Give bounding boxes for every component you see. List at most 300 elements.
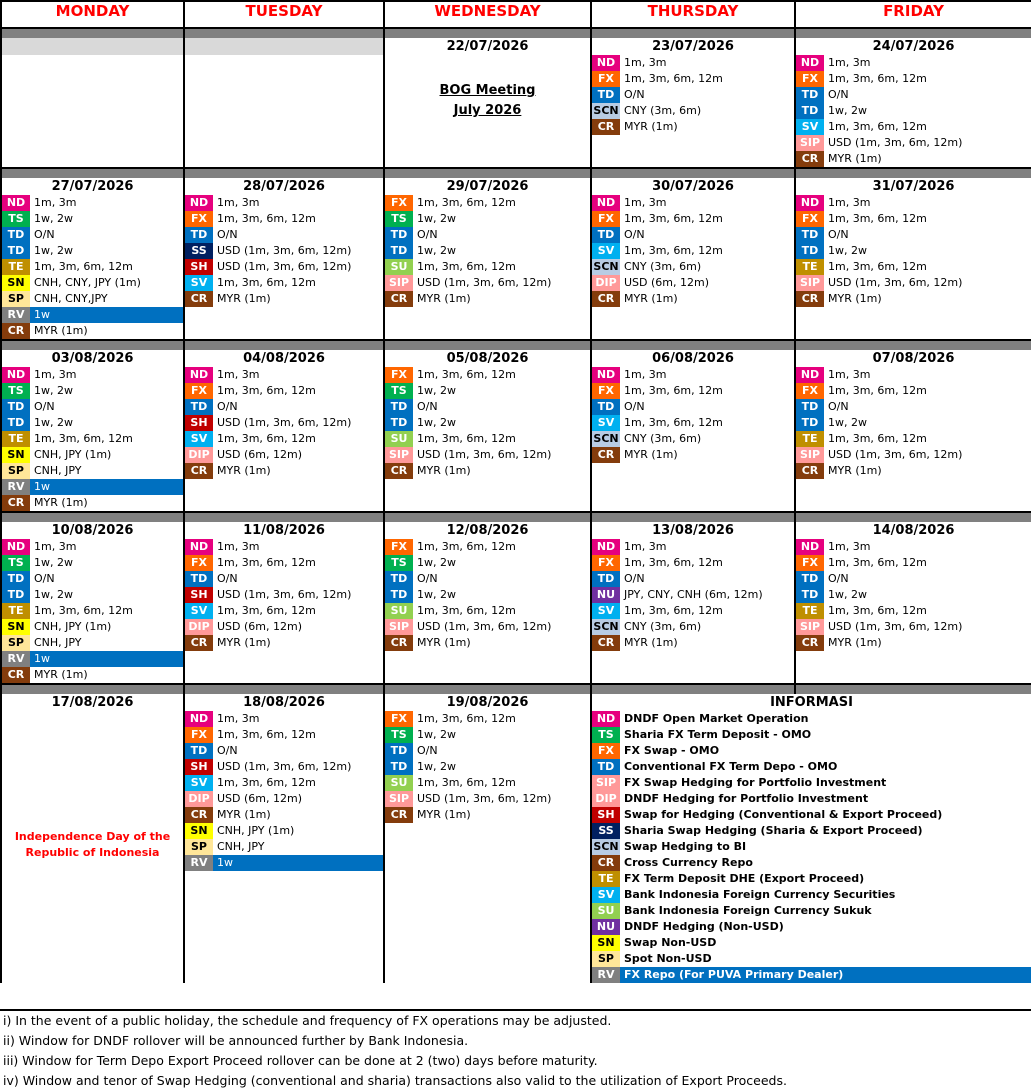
operation-code-badge: ND [592, 367, 620, 383]
operation-code-badge: ND [592, 195, 620, 211]
operation-row [592, 823, 1031, 839]
operation-detail: 1m, 3m, 6m, 12m [417, 432, 516, 445]
operation-row [385, 791, 590, 807]
operation-detail: 1m, 3m [624, 540, 667, 553]
day-date: 24/07/2026 [872, 39, 955, 54]
operation-row [185, 807, 383, 823]
operation-detail: 1w, 2w [34, 416, 73, 429]
day-date: 07/08/2026 [872, 351, 955, 366]
operation-code-badge: NU [592, 587, 620, 603]
operation-detail: MYR (1m) [34, 324, 88, 337]
operation-row [2, 539, 183, 555]
operation-code-badge: TD [2, 415, 30, 431]
operation-detail: MYR (1m) [217, 808, 271, 821]
operation-row [592, 807, 1031, 823]
operation-row [592, 431, 794, 447]
operation-code-badge: DIP [185, 619, 213, 635]
operation-detail: MYR (1m) [624, 120, 678, 133]
operation-row [385, 275, 590, 291]
operation-detail: USD (6m, 12m) [217, 448, 303, 461]
operation-detail: Sharia Swap Hedging (Sharia & Export Proceed) [624, 824, 923, 837]
operation-code-badge: DIP [592, 791, 620, 807]
operation-code-badge: TE [796, 259, 824, 275]
operation-detail: 1w, 2w [417, 384, 456, 397]
operation-row [2, 243, 183, 259]
operation-row [2, 495, 183, 511]
operation-row [592, 243, 794, 259]
operation-detail: 1w, 2w [828, 416, 867, 429]
operation-row [185, 211, 383, 227]
separator-cell [184, 512, 384, 522]
separator-cell [795, 340, 1031, 350]
operation-code-badge: FX [592, 71, 620, 87]
operation-code-badge: CR [796, 291, 824, 307]
operation-code-badge: TD [2, 587, 30, 603]
operation-detail: O/N [217, 744, 238, 757]
operation-code-badge: FX [185, 555, 213, 571]
day-cell [384, 522, 591, 684]
operation-row [592, 195, 794, 211]
operation-row [796, 415, 1031, 431]
day-cell [1, 178, 184, 340]
holiday-label: Republic of Indonesia [25, 846, 160, 859]
operation-code-badge: TS [592, 727, 620, 743]
operation-detail: MYR (1m) [217, 292, 271, 305]
operation-row [796, 135, 1031, 151]
operation-row [2, 479, 183, 495]
operation-detail: 1m, 3m, 6m, 12m [417, 368, 516, 381]
operation-row [2, 463, 183, 479]
operation-detail: Cross Currency Repo [624, 856, 753, 869]
operation-row [185, 711, 383, 727]
operation-row [2, 431, 183, 447]
separator-cell [384, 168, 591, 178]
operation-row [592, 791, 1031, 807]
separator-cell [591, 340, 795, 350]
operation-row [2, 619, 183, 635]
operation-detail: MYR (1m) [828, 152, 882, 165]
operation-detail: 1m, 3m [624, 196, 667, 209]
operation-row [185, 791, 383, 807]
operation-code-badge: ND [2, 367, 30, 383]
operation-row [185, 463, 383, 479]
operation-code-badge: CR [2, 323, 30, 339]
day-date: 14/08/2026 [872, 523, 955, 538]
operation-code-badge: SV [592, 603, 620, 619]
separator-cell [384, 684, 591, 694]
operation-detail: 1m, 3m, 6m, 12m [217, 276, 316, 289]
operation-detail: O/N [217, 572, 238, 585]
day-cell [184, 178, 384, 340]
operation-detail: O/N [217, 400, 238, 413]
operation-detail: USD (1m, 3m, 6m, 12m) [828, 620, 963, 633]
operation-code-badge: SP [592, 951, 620, 967]
operation-row [385, 243, 590, 259]
day-cell [1, 350, 184, 512]
operation-row [385, 603, 590, 619]
separator-cell [591, 28, 795, 38]
operation-row [796, 71, 1031, 87]
separator-cell [591, 168, 795, 178]
operation-detail: CNH, JPY [34, 464, 82, 477]
operation-row [185, 195, 383, 211]
operation-code-badge: CR [385, 291, 413, 307]
operation-code-badge: CR [2, 495, 30, 511]
operation-row [2, 259, 183, 275]
operation-row [385, 571, 590, 587]
operation-code-badge: TD [592, 399, 620, 415]
operation-row [796, 87, 1031, 103]
operation-row [2, 447, 183, 463]
operation-detail: O/N [417, 228, 438, 241]
operation-row [592, 275, 794, 291]
operation-detail: CNH, CNY,JPY [34, 292, 108, 305]
footnotes [0, 1009, 1031, 1091]
operation-detail: USD (1m, 3m, 6m, 12m) [217, 244, 352, 257]
operation-detail: 1w, 2w [417, 760, 456, 773]
operation-row [796, 399, 1031, 415]
operation-code-badge: SP [2, 463, 30, 479]
operation-row [185, 603, 383, 619]
operation-code-badge: FX [385, 195, 413, 211]
operation-row [796, 243, 1031, 259]
operation-detail: Spot Non-USD [624, 952, 712, 965]
operation-code-badge: TD [2, 571, 30, 587]
operation-detail: 1m, 3m [624, 56, 667, 69]
operation-row [2, 415, 183, 431]
operation-row [796, 55, 1031, 71]
operation-code-badge: TD [796, 587, 824, 603]
operation-row [185, 399, 383, 415]
operation-detail: Swap for Hedging (Conventional & Export Proceed) [624, 808, 943, 821]
operation-detail: 1w, 2w [417, 556, 456, 569]
operation-code-badge: CR [796, 463, 824, 479]
operation-detail: USD (1m, 3m, 6m, 12m) [417, 620, 552, 633]
operation-detail: MYR (1m) [217, 636, 271, 649]
operation-code-badge: DIP [592, 275, 620, 291]
header-friday: FRIDAY [795, 1, 1031, 28]
operation-code-badge: TD [796, 87, 824, 103]
day-cell [591, 350, 795, 512]
operation-row [796, 291, 1031, 307]
operation-detail: 1m, 3m, 6m, 12m [34, 432, 133, 445]
operation-code-badge: SIP [796, 447, 824, 463]
operation-code-badge: SV [185, 431, 213, 447]
day-cell [591, 522, 795, 684]
operation-detail: 1w, 2w [34, 384, 73, 397]
footnote: i) In the event of a public holiday, the schedule and frequency of FX operations may be adjusted. [3, 1013, 612, 1028]
day-cell [1, 694, 184, 983]
operation-code-badge: SV [592, 887, 620, 903]
operation-detail: 1w, 2w [417, 588, 456, 601]
operation-row [796, 603, 1031, 619]
operation-code-badge: SN [2, 619, 30, 635]
operation-code-badge: SIP [796, 619, 824, 635]
operation-row [385, 415, 590, 431]
operation-row [2, 651, 183, 667]
operation-row [796, 431, 1031, 447]
operation-detail: 1m, 3m [828, 196, 871, 209]
operation-row [592, 227, 794, 243]
operation-detail: 1m, 3m [217, 196, 260, 209]
day-cell [795, 522, 1031, 684]
operation-code-badge: ND [796, 539, 824, 555]
operation-row [385, 399, 590, 415]
operation-detail: 1w, 2w [34, 244, 73, 257]
operation-code-badge: CR [592, 855, 620, 871]
operation-detail: O/N [828, 400, 849, 413]
operation-detail: 1w, 2w [417, 728, 456, 741]
operation-detail: 1m, 3m [217, 540, 260, 553]
operation-code-badge: CR [185, 291, 213, 307]
operation-code-badge: SCN [593, 104, 619, 117]
operation-row [385, 555, 590, 571]
operation-code-badge: ND [2, 539, 30, 555]
separator-cell [1, 684, 184, 694]
operation-code-badge: FX [385, 367, 413, 383]
operation-code-badge: TD [385, 759, 413, 775]
operation-row [185, 431, 383, 447]
week-separator [1, 684, 1031, 694]
operation-detail: CNH, JPY (1m) [217, 824, 295, 837]
operation-detail: 1m, 3m, 6m, 12m [828, 120, 927, 133]
day-date [2, 38, 183, 55]
operation-detail: 1m, 3m [828, 540, 871, 553]
operation-code-badge: TD [592, 759, 620, 775]
operation-row [592, 367, 794, 383]
operation-detail: USD (1m, 3m, 6m, 12m) [417, 792, 552, 805]
operation-code-badge: ND [796, 195, 824, 211]
operation-code-badge: CR [796, 635, 824, 651]
footnote: iv) Window and tenor of Swap Hedging (conventional and sharia) transactions also valid to the utilization of Export Proceeds. [3, 1073, 787, 1088]
operation-code-badge: FX [592, 383, 620, 399]
operation-detail: 1w, 2w [34, 588, 73, 601]
day-date: 13/08/2026 [652, 523, 734, 538]
operation-detail: 1m, 3m, 6m, 12m [624, 212, 723, 225]
operation-row [385, 775, 590, 791]
operation-code-badge: CR [796, 151, 824, 167]
operation-code-badge: TD [385, 227, 413, 243]
operation-detail: MYR (1m) [624, 636, 678, 649]
operation-code-badge: SP [185, 839, 213, 855]
spacer [2, 711, 183, 829]
operation-code-badge: TE [2, 431, 30, 447]
operation-code-badge: TD [796, 243, 824, 259]
operation-detail: 1m, 3m [34, 368, 77, 381]
operation-detail: CNY (3m, 6m) [624, 104, 702, 117]
operation-row [185, 775, 383, 791]
operation-row [2, 635, 183, 651]
operation-row [796, 635, 1031, 651]
operation-code-badge: SCN [593, 620, 619, 633]
operation-detail: 1m, 3m, 6m, 12m [624, 244, 723, 257]
operation-detail: USD (1m, 3m, 6m, 12m) [828, 276, 963, 289]
separator-cell [384, 340, 591, 350]
operation-code-badge: TD [385, 415, 413, 431]
operation-row [2, 603, 183, 619]
operation-detail: FX Swap Hedging for Portfolio Investment [624, 776, 887, 789]
header-monday: MONDAY [1, 1, 184, 28]
day-date: 05/08/2026 [446, 351, 529, 366]
operation-code-badge: RV [2, 479, 30, 495]
operation-code-badge: TD [2, 243, 30, 259]
operation-detail: Swap Non-USD [624, 936, 717, 949]
operation-row [385, 727, 590, 743]
operation-row [592, 87, 794, 103]
operation-detail: 1m, 3m, 6m, 12m [828, 72, 927, 85]
operation-row [592, 555, 794, 571]
operation-detail: 1m, 3m, 6m, 12m [217, 604, 316, 617]
operation-detail: 1m, 3m, 6m, 12m [624, 416, 723, 429]
operation-detail: 1m, 3m, 6m, 12m [217, 776, 316, 789]
operation-detail: 1m, 3m, 6m, 12m [624, 556, 723, 569]
week-separator [1, 28, 1031, 38]
operation-row [592, 55, 794, 71]
operation-row [385, 743, 590, 759]
operation-code-badge: SU [385, 259, 413, 275]
separator-cell [1, 168, 184, 178]
operation-code-badge: SU [385, 775, 413, 791]
operation-code-badge: SH [185, 587, 213, 603]
operation-row [796, 463, 1031, 479]
operation-detail: CNH, JPY (1m) [34, 620, 112, 633]
operation-code-badge: SV [185, 775, 213, 791]
operation-detail: 1m, 3m, 6m, 12m [417, 712, 516, 725]
operation-detail: MYR (1m) [828, 636, 882, 649]
operation-code-badge: SV [185, 603, 213, 619]
operation-row [185, 743, 383, 759]
operation-detail: O/N [34, 228, 55, 241]
operation-detail: 1m, 3m, 6m, 12m [828, 384, 927, 397]
operation-code-badge: TS [2, 555, 30, 571]
operation-code-badge: TD [796, 103, 824, 119]
operation-code-badge: SN [592, 935, 620, 951]
operation-detail: MYR (1m) [417, 808, 471, 821]
operation-row [385, 807, 590, 823]
operation-detail: DNDF Hedging (Non-USD) [624, 920, 784, 933]
operation-code-badge: SIP [385, 791, 413, 807]
operation-detail: CNH, JPY [34, 636, 82, 649]
operation-detail: 1m, 3m, 6m, 12m [828, 212, 927, 225]
operation-row [185, 539, 383, 555]
operation-detail: MYR (1m) [417, 464, 471, 477]
operation-code-badge: TD [592, 571, 620, 587]
operation-code-badge: TD [2, 399, 30, 415]
operation-code-badge: TD [796, 227, 824, 243]
operation-row [385, 711, 590, 727]
operation-code-badge: RV [185, 855, 213, 871]
separator-cell [795, 28, 1031, 38]
operation-detail: MYR (1m) [624, 448, 678, 461]
operation-row [2, 367, 183, 383]
operation-detail: Swap Hedging to BI [624, 840, 747, 853]
operation-row [385, 539, 590, 555]
operation-code-badge: SN [2, 275, 30, 291]
operation-code-badge: SV [592, 415, 620, 431]
operation-row [385, 211, 590, 227]
separator-cell [1, 512, 184, 522]
operation-detail: 1m, 3m, 6m, 12m [624, 384, 723, 397]
day-date: 12/08/2026 [446, 523, 529, 538]
day-cell [384, 38, 591, 168]
footnote: iii) Window for Term Depo Export Proceed rollover can be done at 2 (two) days before maturity. [3, 1053, 598, 1068]
day-cell [384, 178, 591, 340]
operation-detail: 1w, 2w [417, 416, 456, 429]
operation-detail: 1w [30, 479, 183, 495]
operation-row [592, 539, 794, 555]
operation-detail: USD (1m, 3m, 6m, 12m) [217, 416, 352, 429]
operation-row [185, 383, 383, 399]
operation-detail: 1w, 2w [417, 212, 456, 225]
operation-row [185, 447, 383, 463]
operation-code-badge: RV [592, 967, 620, 983]
operation-detail: 1m, 3m, 6m, 12m [417, 540, 516, 553]
day-date: 11/08/2026 [243, 523, 325, 538]
operation-code-badge: FX [592, 743, 620, 759]
header-tuesday: TUESDAY [184, 1, 384, 28]
separator-cell [184, 28, 384, 38]
operation-row [796, 383, 1031, 399]
operation-detail: CNY (3m, 6m) [624, 432, 702, 445]
operation-detail: 1m, 3m [828, 56, 871, 69]
operation-detail: USD (1m, 3m, 6m, 12m) [417, 448, 552, 461]
separator-cell [1, 340, 184, 350]
operation-row [185, 367, 383, 383]
operation-detail: 1w, 2w [828, 244, 867, 257]
operation-detail: O/N [34, 400, 55, 413]
operation-row [592, 951, 1031, 967]
operation-row [2, 571, 183, 587]
operation-row [385, 619, 590, 635]
day-date: 30/07/2026 [652, 179, 734, 194]
operation-code-badge: TD [2, 227, 30, 243]
operation-row [385, 195, 590, 211]
operation-code-badge: TS [385, 727, 413, 743]
operation-row [592, 103, 794, 119]
operation-row [2, 275, 183, 291]
day-date: 19/08/2026 [446, 695, 529, 710]
week-row [1, 178, 1031, 340]
operation-code-badge: TD [185, 743, 213, 759]
operation-row [185, 415, 383, 431]
operation-detail: O/N [828, 88, 849, 101]
operation-row [185, 587, 383, 603]
day-cell [184, 350, 384, 512]
operation-code-badge: TE [592, 871, 620, 887]
operation-row [385, 463, 590, 479]
operation-row [592, 619, 794, 635]
day-date [185, 38, 383, 55]
operation-row [185, 555, 383, 571]
operation-row [385, 259, 590, 275]
operation-row [385, 635, 590, 651]
operation-detail: 1m, 3m, 6m, 12m [828, 604, 927, 617]
day-date: 22/07/2026 [446, 39, 529, 54]
day-cell [384, 350, 591, 512]
operation-row [796, 227, 1031, 243]
operation-row [592, 603, 794, 619]
operation-detail: O/N [34, 572, 55, 585]
operation-detail: USD (1m, 3m, 6m, 12m) [828, 136, 963, 149]
operation-code-badge: SS [185, 243, 213, 259]
operation-row [2, 399, 183, 415]
footnote: ii) Window for DNDF rollover will be announced further by Bank Indonesia. [3, 1033, 469, 1048]
operation-code-badge: TD [385, 399, 413, 415]
operation-row [185, 275, 383, 291]
operation-row [592, 967, 1031, 983]
operation-detail: 1m, 3m [34, 540, 77, 553]
operation-row [592, 839, 1031, 855]
